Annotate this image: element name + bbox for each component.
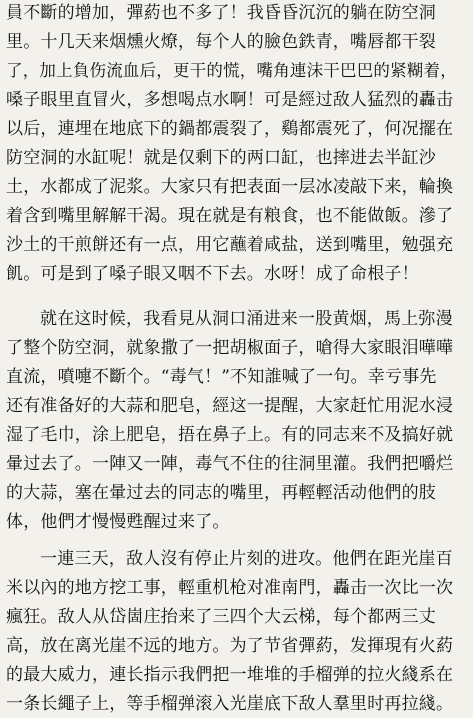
text-line: 的大蒜，塞在暈过去的同志的嘴里，再輕輕活动他們的肢 [6,483,436,503]
text-line: 土，水都成了泥浆。大家只有把表面一层冰凌敲下来，輪換 [6,177,454,197]
text-line: 飢。可是到了嗓子眼又咽不下去。水呀！成了命根子！ [6,264,419,284]
text-line: 体，他們才慢慢甦醒过来了。 [6,512,230,532]
text-line: 防空洞的水缸呢！就是仅剩下的两口缸，也摔进去半缸沙 [6,148,436,168]
text-line: 以后，連埋在地底下的鍋都震裂了，鷄都震死了，何况擺在 [6,119,454,139]
text-line: 嗓子眼里直冒火，多想喝点水啊！可是經过敌人猛烈的轟击 [6,90,454,110]
text-line: 一条长繩子上，等手榴弹滚入光崖底下敌人羣里时再拉綫。 [6,694,454,714]
text-line: 米以內的地方挖工事，輕重机枪对准南門，轟击一次比一次 [6,578,454,598]
text-line: 暈过去了。一陣又一陣，毒气不住的往洞里灌。我們把嚼烂 [6,454,454,474]
text-line: 瘋狂。敌人从岱崮庄抬来了三四个大云梯，每个都两三丈 [6,607,436,627]
text-line: 了，加上負伤流血后，更干的慌，嘴角連沫干巴巴的紧糊着， [6,61,457,80]
text-line: 直流，噴嚏不斷个。“毒气！”不知誰喊了一句。幸亏事先 [6,367,437,387]
text-line: 着含到嘴里解解干渴。現在就是有粮食，也不能做飯。滲了 [6,206,454,226]
text-line: 里。十几天来烟燻火燎，每个人的臉色鉄青，嘴唇都干裂 [6,32,436,52]
text-line: 了整个防空洞，就象撒了一把胡椒面子，嗆得大家眼泪嘩嘩 [6,338,454,358]
text-line: 員不斷的增加，彈葯也不多了！我昏昏沉沉的躺在防空洞 [6,3,436,23]
text-line: 的最大威力，連长指示我們把一堆堆的手榴弹的拉火綫系在 [6,665,454,685]
text-line: 一連三天，敌人沒有停止片刻的进攻。他們在距光崖百 [40,549,453,569]
text-line: 就在这时候，我看見从洞口涌进来一股黄烟，馬上弥漫 [40,309,453,329]
text-line: 高，放在离光崖不远的地方。为了节省彈葯，发揮現有火葯 [6,636,454,656]
text-line: 还有准备好的大蒜和肥皂，經这一提醒，大家赶忙用泥水浸 [6,396,454,416]
text-line: 沙土的干煎餅还有一点，用它蘸着咸盐，送到嘴里，勉强充 [6,235,454,255]
text-line: 湿了毛巾，涂上肥皂，捂在鼻子上。有的同志来不及搞好就 [6,425,454,445]
